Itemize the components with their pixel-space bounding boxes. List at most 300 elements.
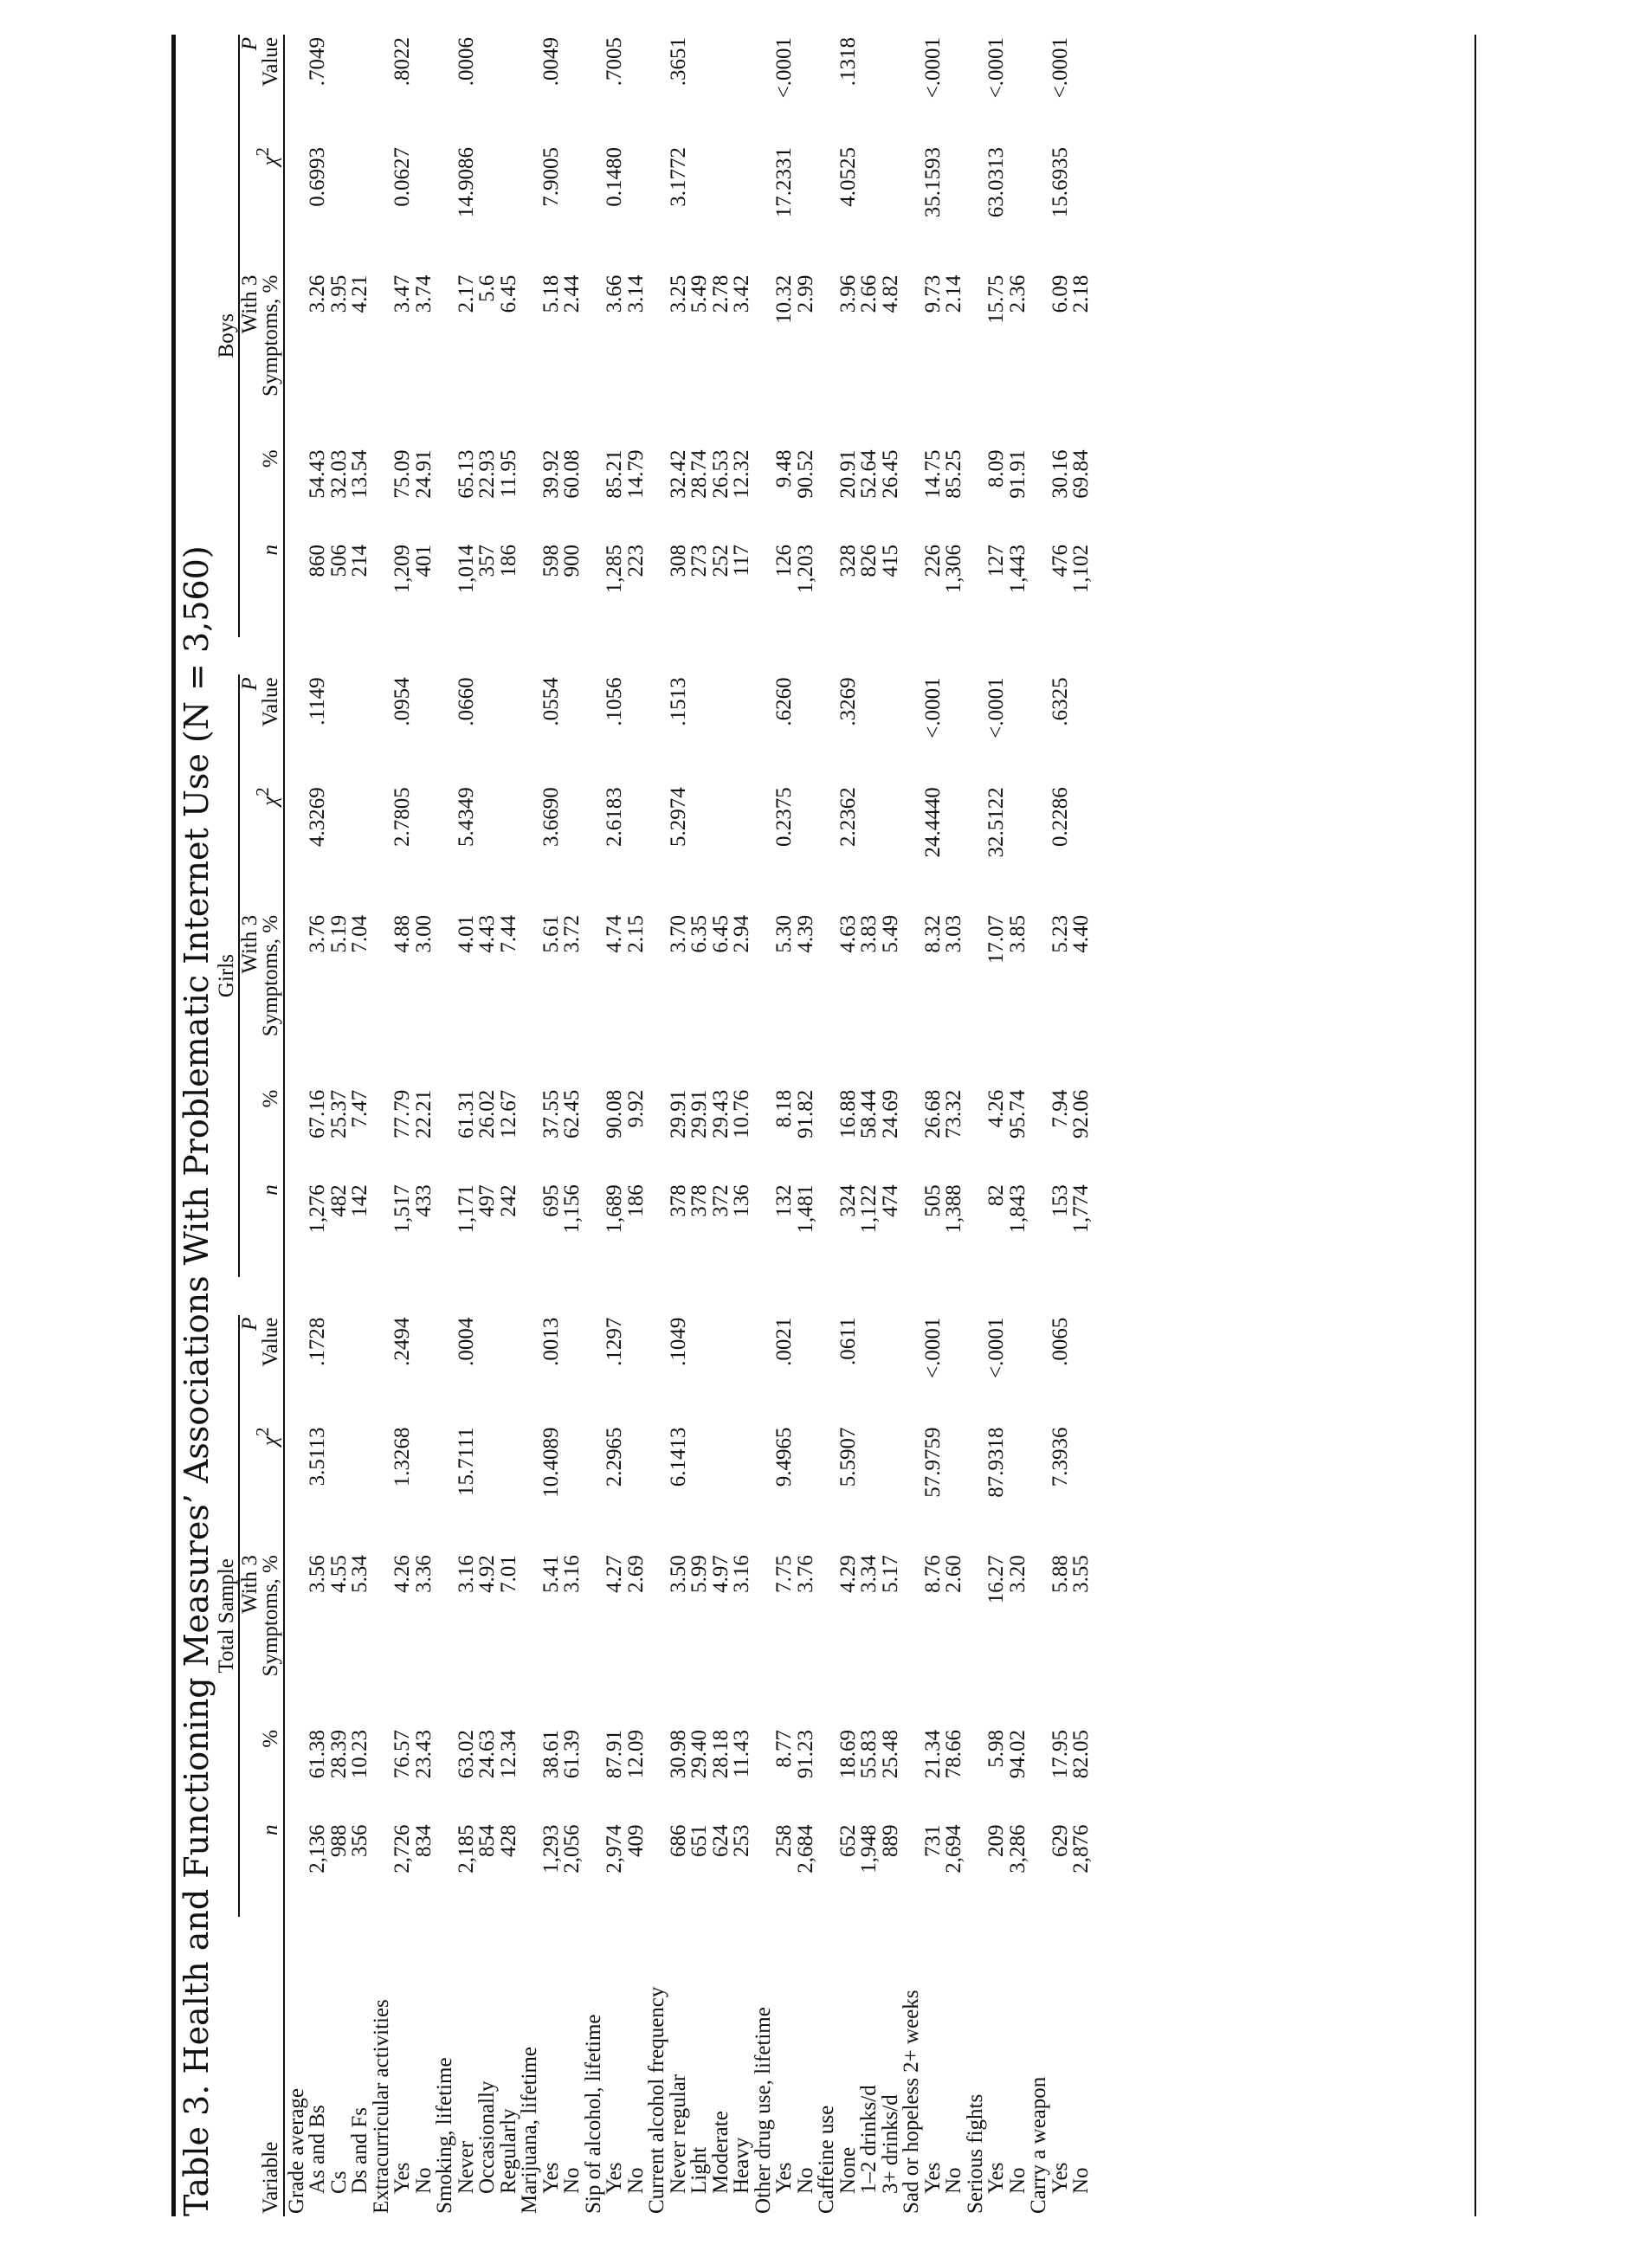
boys-percent-cell: 85.21: [603, 449, 626, 499]
total-percent-cell: 8.77: [772, 1729, 796, 1768]
girls-percent-cell: 24.69: [878, 1089, 902, 1138]
total-percent-cell: 28.18: [708, 1729, 732, 1779]
total-chi-square-cell: [689, 1425, 711, 1553]
total-percent-cell: 55.83: [857, 1729, 881, 1779]
boys-with-3-symptoms-cell: 3.95: [326, 274, 351, 313]
cell-spacer: [456, 1277, 478, 1315]
girls-percent-cell: 29.91: [687, 1089, 711, 1138]
boys-chi-square-cell: 15.6935: [1048, 147, 1072, 218]
girls-with-3-symptoms-cell: 3.72: [560, 914, 584, 953]
cell-spacer: [668, 637, 690, 675]
girls-percent-cell: 62.45: [560, 1089, 584, 1138]
total-percent-cell: 28.39: [326, 1729, 351, 1779]
boys-chi-square-cell: [944, 145, 965, 273]
boys-with-3-symptoms-cell: 3.14: [623, 274, 648, 313]
header-spacer: [239, 637, 284, 675]
boys-percent-cell: 14.79: [623, 449, 648, 499]
header-spacer: [216, 1277, 239, 1315]
p-line2: Value: [258, 1317, 282, 1367]
boys-percent-cell: 26.45: [878, 449, 902, 499]
cell-spacer: [689, 1277, 711, 1315]
boys-p-value-cell: [1071, 35, 1093, 145]
boys-chi-square-cell: [414, 145, 436, 273]
girls-chi-square-cell: 2.7805: [390, 787, 414, 848]
girls-p-value-cell: [562, 674, 584, 784]
total-with-3-symptoms-cell: 5.41: [539, 1555, 563, 1593]
boys-percent-cell: 75.09: [390, 449, 414, 499]
total-with-3-symptoms-cell: 3.76: [793, 1555, 817, 1593]
cell-spacer: [562, 637, 584, 675]
row-label: Cs: [326, 2170, 351, 2194]
total-chi-square-cell: [796, 1425, 817, 1553]
section-label: Caffeine use: [815, 2105, 838, 2214]
boys-percent-cell: 39.92: [539, 449, 563, 499]
total-p-value-cell: [1071, 1315, 1093, 1425]
table-row: [1050, 35, 1072, 2216]
column-header-with-3-symptoms: [239, 273, 284, 448]
total-chi-square-cell: [626, 1425, 648, 1553]
boys-percent-cell: 28.74: [687, 449, 711, 499]
cell-spacer: [1071, 637, 1093, 675]
cell-spacer: [838, 637, 860, 675]
boys-with-3-symptoms-cell: 15.75: [984, 274, 1008, 324]
chi-symbol: χ: [258, 1435, 282, 1446]
boys-chi-square-cell: 0.6993: [306, 147, 329, 207]
total-percent-cell: 24.63: [475, 1729, 499, 1779]
boys-percent-cell: 90.52: [793, 449, 817, 499]
girls-n-cell: 1,774: [1069, 1184, 1093, 1234]
boys-with-3-symptoms-cell: 9.73: [920, 274, 945, 313]
cell-spacer: [414, 1277, 436, 1315]
girls-with-3-symptoms-cell: 4.88: [390, 914, 414, 953]
total-with-3-symptoms-cell: 5.17: [878, 1555, 902, 1593]
total-n-cell: 834: [411, 1824, 436, 1857]
girls-percent-cell: 37.55: [539, 1089, 563, 1138]
boys-with-3-symptoms-cell: 10.32: [772, 274, 796, 324]
girls-percent-cell: 26.02: [475, 1089, 499, 1138]
girls-with-3-symptoms-cell: 5.23: [1048, 914, 1072, 953]
boys-chi-square-cell: [477, 145, 499, 273]
total-with-3-symptoms-cell: 3.55: [1069, 1555, 1093, 1593]
table-row: [329, 35, 351, 2216]
boys-with-3-symptoms-cell: 5.18: [539, 274, 563, 313]
p-line1: P: [237, 37, 261, 51]
total-n-cell: 889: [878, 1824, 902, 1857]
section-label: Carry a weapon: [1027, 2076, 1050, 2214]
total-p-value-cell: .2494: [390, 1317, 414, 1366]
girls-chi-square-cell: 5.2974: [666, 787, 690, 848]
table-row: [626, 35, 648, 2216]
girls-n-cell: 142: [348, 1184, 371, 1217]
cell-spacer: [1050, 1277, 1072, 1315]
boys-p-value-cell: .0006: [454, 37, 478, 87]
total-percent-cell: 94.02: [1005, 1729, 1029, 1779]
row-label: None: [836, 2146, 860, 2194]
boys-chi-square-cell: 17.2331: [772, 147, 796, 218]
girls-percent-cell: 7.47: [348, 1089, 371, 1128]
boys-n-cell: 598: [539, 545, 563, 577]
boys-chi-square-cell: [499, 145, 520, 273]
cell-spacer: [329, 1277, 351, 1315]
girls-percent-cell: 90.08: [603, 1089, 626, 1138]
cell-spacer: [774, 637, 796, 675]
girls-with-3-symptoms-cell: 3.70: [666, 914, 690, 953]
girls-chi-square-cell: 0.2286: [1048, 787, 1072, 848]
cell-spacer: [350, 637, 371, 675]
p-line2: Value: [258, 37, 282, 87]
total-p-value-cell: [711, 1315, 732, 1425]
table-row: [350, 35, 371, 2216]
total-chi-square-cell: [1008, 1425, 1029, 1553]
row-label: Yes: [920, 2162, 945, 2194]
boys-with-3-symptoms-cell: 5.49: [687, 274, 711, 313]
girls-with-3-symptoms-cell: 4.39: [793, 914, 817, 953]
boys-with-3-symptoms-cell: 3.47: [390, 274, 414, 313]
boys-with-3-symptoms-cell: 3.42: [730, 274, 753, 313]
total-with-3-symptoms-cell: 2.69: [623, 1555, 648, 1593]
girls-percent-cell: 95.74: [1005, 1089, 1029, 1138]
table-row: [477, 35, 499, 2216]
boys-with-3-symptoms-cell: 3.66: [603, 274, 626, 313]
girls-with-3-symptoms-cell: 8.32: [920, 914, 945, 953]
table-row: [796, 35, 817, 2216]
cell-spacer: [881, 637, 902, 675]
boys-p-value-cell: [859, 35, 881, 145]
girls-with-3-symptoms-cell: 4.43: [475, 914, 499, 953]
girls-percent-cell: 91.82: [793, 1089, 817, 1138]
total-p-value-cell: [796, 1315, 817, 1425]
boys-n-cell: 127: [984, 545, 1008, 577]
girls-p-value-cell: [1008, 674, 1029, 784]
girls-percent-cell: 25.37: [326, 1089, 351, 1138]
cell-spacer: [986, 1277, 1008, 1315]
girls-chi-square-cell: [859, 784, 881, 913]
chi-symbol: χ: [258, 156, 282, 166]
boys-n-cell: 1,285: [603, 545, 626, 594]
total-chi-square-cell: 7.3936: [1048, 1427, 1072, 1487]
boys-n-cell: 1,203: [793, 545, 817, 594]
total-chi-square-cell: [1071, 1425, 1093, 1553]
boys-chi-square-cell: [1008, 145, 1029, 273]
total-percent-cell: 21.34: [920, 1729, 945, 1779]
boys-p-value-cell: <.0001: [1048, 37, 1072, 99]
cell-spacer: [796, 1277, 817, 1315]
girls-chi-square-cell: [881, 784, 902, 913]
row-label: No: [1005, 2167, 1029, 2194]
girls-percent-cell: 92.06: [1069, 1089, 1093, 1138]
boys-percent-cell: 85.25: [942, 449, 965, 499]
total-n-cell: 731: [920, 1824, 945, 1857]
total-percent-cell: 38.61: [539, 1729, 563, 1779]
boys-n-cell: 273: [687, 545, 711, 577]
total-p-value-cell: <.0001: [920, 1317, 945, 1378]
row-label: As and Bs: [306, 2105, 329, 2194]
total-with-3-symptoms-cell: 4.29: [836, 1555, 860, 1593]
total-n-cell: 651: [687, 1824, 711, 1857]
boys-percent-cell: 11.95: [496, 449, 520, 498]
total-with-3-symptoms-cell: 4.55: [326, 1555, 351, 1593]
girls-chi-square-cell: 0.2375: [772, 787, 796, 848]
girls-n-cell: 1,517: [390, 1184, 414, 1234]
boys-p-value-cell: [732, 35, 753, 145]
section-row: [584, 35, 605, 2216]
with3-line2: Symptoms, %: [258, 274, 282, 397]
row-label: Regularly: [496, 2108, 520, 2194]
boys-with-3-symptoms-cell: 2.44: [560, 274, 584, 313]
boys-n-cell: 226: [920, 545, 945, 577]
cell-spacer: [392, 1277, 414, 1315]
girls-n-cell: 82: [984, 1184, 1008, 1207]
girls-with-3-symptoms-cell: 3.76: [306, 914, 329, 953]
girls-p-value-cell: .3269: [836, 677, 860, 726]
total-p-value-cell: <.0001: [984, 1317, 1008, 1378]
header-spacer: [216, 1917, 239, 2216]
boys-n-cell: 126: [772, 545, 796, 577]
boys-chi-square-cell: 35.1593: [920, 147, 945, 218]
girls-p-value-cell: .0554: [539, 677, 563, 726]
girls-p-value-cell: <.0001: [920, 677, 945, 739]
boys-n-cell: 415: [878, 545, 902, 577]
table-caption: Table 3. Health and Functioning Measures’ Associations With Problematic Internet Use (N = 3,560): [171, 35, 215, 2216]
cell-spacer: [838, 1277, 860, 1315]
boys-percent-cell: 91.91: [1005, 449, 1029, 499]
girls-n-cell: 1,276: [306, 1184, 329, 1234]
girls-p-value-cell: [944, 674, 965, 784]
total-percent-cell: 61.38: [306, 1729, 329, 1779]
cell-spacer: [392, 637, 414, 675]
total-n-cell: 2,185: [454, 1824, 478, 1874]
cell-spacer: [923, 1277, 945, 1315]
girls-percent-cell: 29.43: [708, 1089, 732, 1138]
boys-p-value-cell: [350, 35, 371, 145]
total-chi-square-cell: 87.9318: [984, 1427, 1008, 1498]
total-p-value-cell: .1297: [603, 1317, 626, 1366]
total-p-value-cell: .0013: [539, 1317, 563, 1366]
girls-with-3-symptoms-cell: 4.63: [836, 914, 860, 953]
boys-percent-cell: 22.93: [475, 449, 499, 499]
total-p-value-cell: [414, 1315, 436, 1425]
total-n-cell: 2,876: [1069, 1824, 1093, 1874]
total-n-cell: 428: [496, 1824, 520, 1857]
total-percent-cell: 12.09: [623, 1729, 648, 1779]
boys-chi-square-cell: [859, 145, 881, 273]
cell-spacer: [732, 637, 753, 675]
row-label: Yes: [539, 2162, 563, 2194]
column-header-p-value: [239, 1315, 284, 1425]
girls-chi-square-cell: [499, 784, 520, 913]
boys-percent-cell: 26.53: [708, 449, 732, 499]
chi-superscript: 2: [252, 787, 274, 797]
boys-with-3-symptoms-cell: 2.99: [793, 274, 817, 313]
girls-with-3-symptoms-cell: 17.07: [984, 914, 1008, 964]
girls-chi-square-cell: [1071, 784, 1093, 913]
row-label: No: [411, 2167, 436, 2194]
row-label: Heavy: [730, 2137, 753, 2194]
boys-n-cell: 117: [730, 545, 753, 577]
total-with-3-symptoms-cell: 4.26: [390, 1555, 414, 1593]
cell-spacer: [1050, 637, 1072, 675]
cell-spacer: [1071, 1277, 1093, 1315]
cell-spacer: [456, 637, 478, 675]
girls-chi-square-cell: [732, 784, 753, 913]
total-percent-cell: 12.34: [496, 1729, 520, 1779]
total-percent-cell: 5.98: [984, 1729, 1008, 1768]
boys-n-cell: 1,102: [1069, 545, 1093, 594]
total-with-3-symptoms-cell: 5.99: [687, 1555, 711, 1593]
girls-percent-cell: 9.92: [623, 1089, 648, 1128]
boys-percent-cell: 9.48: [772, 449, 796, 488]
total-percent-cell: 23.43: [411, 1729, 436, 1779]
total-chi-square-cell: [859, 1425, 881, 1553]
girls-p-value-cell: .1056: [603, 677, 626, 726]
boys-p-value-cell: [796, 35, 817, 145]
total-n-cell: 2,974: [603, 1824, 626, 1874]
boys-with-3-symptoms-cell: 2.78: [708, 274, 732, 313]
cell-spacer: [923, 637, 945, 675]
row-label: Moderate: [708, 2111, 732, 2194]
column-header-n: [239, 1822, 284, 1918]
section-label: Other drug use, lifetime: [751, 2007, 775, 2214]
table-row: [392, 35, 414, 2216]
row-label: Occasionally: [475, 2080, 499, 2194]
girls-n-cell: 1,156: [560, 1184, 584, 1234]
total-n-cell: 258: [772, 1824, 796, 1857]
total-chi-square-cell: 3.5113: [306, 1427, 329, 1487]
section-row: [753, 35, 775, 2216]
table-row: [456, 35, 478, 2216]
total-chi-square-cell: 5.5907: [836, 1427, 860, 1487]
boys-p-value-cell: .1318: [836, 37, 860, 87]
boys-p-value-cell: [477, 35, 499, 145]
boys-n-cell: 252: [708, 545, 732, 577]
boys-n-cell: 476: [1048, 545, 1072, 577]
total-with-3-symptoms-cell: 4.97: [708, 1555, 732, 1593]
boys-with-3-symptoms-cell: 4.21: [348, 274, 371, 313]
boys-with-3-symptoms-cell: 2.36: [1005, 274, 1029, 313]
boys-percent-cell: 8.09: [984, 449, 1008, 488]
boys-n-cell: 1,306: [942, 545, 965, 594]
section-row: [371, 35, 393, 2216]
total-with-3-symptoms-cell: 8.76: [920, 1555, 945, 1593]
column-header-n-label: n: [258, 545, 282, 556]
section-row: [1029, 35, 1050, 2216]
section-row: [284, 35, 308, 2216]
boys-with-3-symptoms-cell: 4.82: [878, 274, 902, 313]
boys-percent-cell: 12.32: [730, 449, 753, 499]
total-percent-cell: 29.40: [687, 1729, 711, 1779]
cell-spacer: [859, 1277, 881, 1315]
total-chi-square-cell: 10.4089: [539, 1427, 563, 1498]
cell-spacer: [541, 637, 563, 675]
girls-p-value-cell: [859, 674, 881, 784]
girls-n-cell: 1,843: [1005, 1184, 1029, 1234]
boys-percent-cell: 14.75: [920, 449, 945, 499]
row-label: Yes: [984, 2162, 1008, 2194]
p-line1: P: [237, 677, 261, 691]
boys-chi-square-cell: [1071, 145, 1093, 273]
boys-with-3-symptoms-cell: 3.96: [836, 274, 860, 313]
boys-chi-square-cell: 63.0313: [984, 147, 1008, 218]
girls-with-3-symptoms-cell: 3.00: [411, 914, 436, 953]
boys-chi-square-cell: [626, 145, 648, 273]
girls-n-cell: 695: [539, 1184, 563, 1217]
total-n-cell: 988: [326, 1824, 351, 1857]
chi-symbol: χ: [258, 796, 282, 806]
boys-chi-square-cell: [689, 145, 711, 273]
table-row: [307, 35, 329, 2216]
header-spacer: [216, 637, 239, 675]
cell-spacer: [944, 637, 965, 675]
column-header-chi-square: [239, 1425, 284, 1553]
girls-n-cell: 474: [878, 1184, 902, 1217]
girls-p-value-cell: .1149: [306, 677, 329, 726]
total-p-value-cell: .0611: [836, 1317, 860, 1365]
total-n-cell: 686: [666, 1824, 690, 1857]
column-header-row: [239, 35, 284, 2216]
girls-p-value-cell: .0954: [390, 677, 414, 726]
total-n-cell: 409: [623, 1824, 648, 1857]
girls-n-cell: 324: [836, 1184, 860, 1217]
total-chi-square-cell: 6.1413: [666, 1427, 690, 1487]
girls-n-cell: 1,689: [603, 1184, 626, 1234]
boys-n-cell: 401: [411, 545, 436, 577]
total-n-cell: 2,684: [793, 1824, 817, 1874]
chi-superscript: 2: [252, 147, 274, 157]
boys-p-value-cell: .7049: [306, 37, 329, 87]
section-label: Marijuana, lifetime: [518, 2047, 541, 2214]
cell-spacer: [774, 1277, 796, 1315]
girls-chi-square-cell: 24.4440: [920, 787, 945, 858]
girls-chi-square-cell: [350, 784, 371, 913]
total-n-cell: 652: [836, 1824, 860, 1857]
cell-spacer: [796, 637, 817, 675]
boys-p-value-cell: [329, 35, 351, 145]
column-header-n-label: n: [258, 1824, 282, 1835]
girls-with-3-symptoms-cell: 5.61: [539, 914, 563, 953]
total-p-value-cell: .1049: [666, 1317, 690, 1366]
row-label: Ds and Fs: [348, 2106, 371, 2194]
girls-p-value-cell: [732, 674, 753, 784]
boys-percent-cell: 20.91: [836, 449, 860, 499]
cell-spacer: [329, 637, 351, 675]
table-row: [711, 35, 732, 2216]
section-label: Serious fights: [963, 2093, 987, 2214]
boys-percent-cell: 54.43: [306, 449, 329, 499]
girls-chi-square-cell: 4.3269: [306, 787, 329, 848]
boys-p-value-cell: [414, 35, 436, 145]
total-chi-square-cell: [881, 1425, 902, 1553]
with3-line1: With 3: [237, 914, 261, 974]
girls-chi-square-cell: 5.4349: [454, 787, 478, 848]
boys-percent-cell: 24.91: [411, 449, 436, 499]
boys-n-cell: 1,443: [1005, 545, 1029, 594]
section-label: Grade average: [284, 2087, 308, 2214]
total-p-value-cell: [626, 1315, 648, 1425]
boys-p-value-cell: [1008, 35, 1029, 145]
girls-n-cell: 378: [687, 1184, 711, 1217]
total-with-3-symptoms-cell: 4.27: [603, 1555, 626, 1593]
girls-percent-cell: 10.76: [730, 1089, 753, 1138]
girls-n-cell: 242: [496, 1184, 520, 1217]
boys-with-3-symptoms-cell: 3.74: [411, 274, 436, 313]
total-p-value-cell: [1008, 1315, 1029, 1425]
girls-percent-cell: 22.21: [411, 1089, 436, 1138]
girls-percent-cell: 67.16: [306, 1089, 329, 1138]
total-chi-square-cell: [499, 1425, 520, 1553]
total-with-3-symptoms-cell: 3.16: [560, 1555, 584, 1593]
table-row: [732, 35, 753, 2216]
total-n-cell: 2,136: [306, 1824, 329, 1874]
